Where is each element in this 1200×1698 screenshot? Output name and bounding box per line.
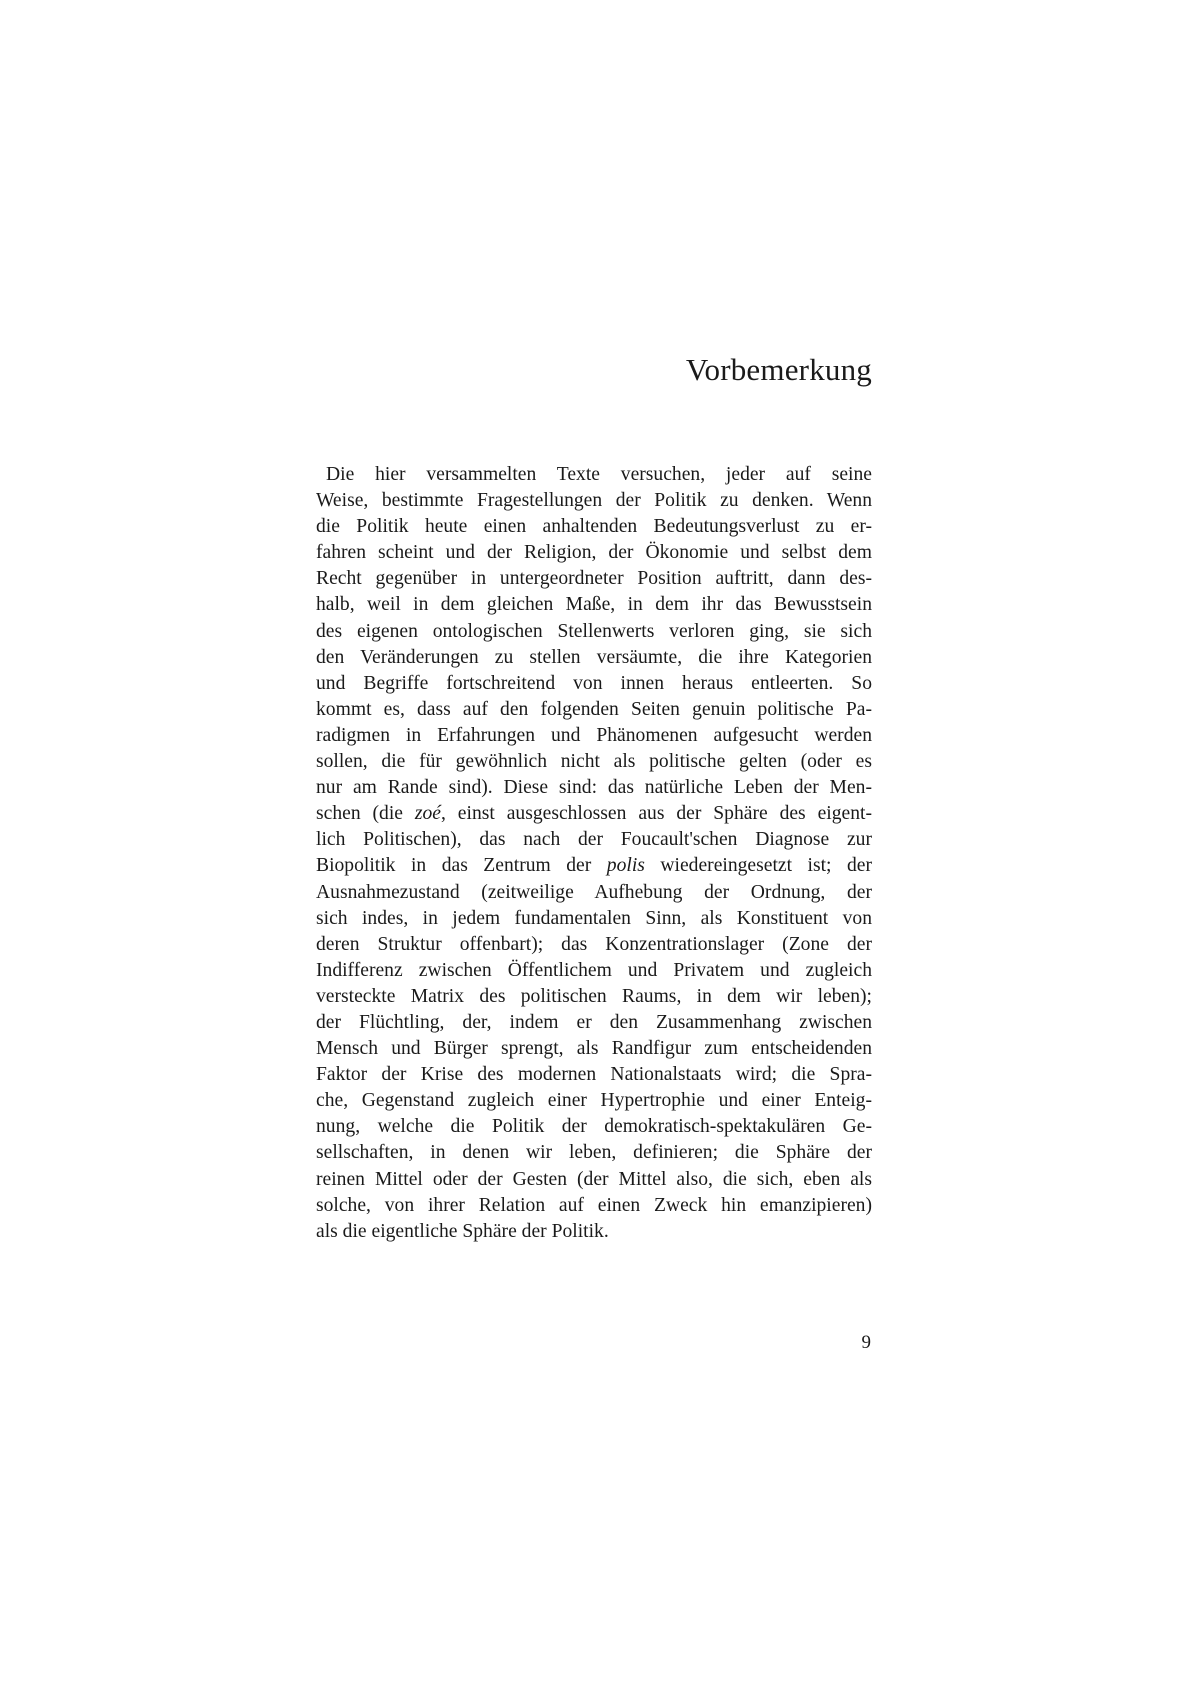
text-line: Mensch und Bürger sprengt, als Randfigur zum entscheidenden xyxy=(316,1038,872,1060)
text-line: und Begriffe fortschreitend von innen heraus entleerten. So xyxy=(316,672,872,694)
text-line: den Veränderungen zu stellen versäumte, die ihre Kategorien xyxy=(316,646,872,668)
text-line: Faktor der Krise des modernen Nationalstaats wird; die Spra- xyxy=(316,1064,872,1086)
text-line: Indifferenz zwischen Öffentlichem und Privatem und zugleich xyxy=(316,959,872,981)
text-line: Biopolitik in das Zentrum der polis wiedereingesetzt ist; der xyxy=(316,855,872,877)
italic-term: polis xyxy=(606,855,645,877)
text-line: che, Gegenstand zugleich einer Hypertrophie und einer Enteig- xyxy=(316,1090,872,1112)
text-line: sollen, die für gewöhnlich nicht als politische gelten (oder es xyxy=(316,751,872,773)
body-paragraph xyxy=(316,462,872,1245)
text-line: deren Struktur offenbart); das Konzentrationslager (Zone der xyxy=(316,933,872,955)
text-line: reinen Mittel oder der Gesten (der Mittel also, die sich, eben als xyxy=(316,1168,872,1190)
text-line: solche, von ihrer Relation auf einen Zweck hin emanzipieren) xyxy=(316,1194,872,1216)
page-heading: Vorbemerkung xyxy=(685,352,872,387)
page-number: 9 xyxy=(861,1332,871,1353)
text-line: Weise, bestimmte Fragestellungen der Politik zu denken. Wenn xyxy=(316,490,872,512)
text-line: radigmen in Erfahrungen und Phänomenen aufgesucht werden xyxy=(316,724,872,746)
text-line: Die hier versammelten Texte versuchen, jeder auf seine xyxy=(326,464,872,485)
text-line: die Politik heute einen anhaltenden Bedeutungsverlust zu er- xyxy=(316,516,872,538)
text-line: nur am Rande sind). Diese sind: das natürliche Leben der Men- xyxy=(316,777,872,799)
text-line: des eigenen ontologischen Stellenwerts verloren ging, sie sich xyxy=(316,620,872,642)
italic-term: zoé xyxy=(414,803,441,825)
text-line: kommt es, dass auf den folgenden Seiten genuin politische Pa- xyxy=(316,698,872,720)
text-line: Recht gegenüber in untergeordneter Position auftritt, dann des- xyxy=(316,568,872,590)
text-line: schen (die zoé, einst ausgeschlossen aus der Sphäre des eigent- xyxy=(316,803,872,825)
text-line: sellschaften, in denen wir leben, definieren; die Sphäre der xyxy=(316,1142,872,1164)
text-line: sich indes, in jedem fundamentalen Sinn, als Konstituent von xyxy=(316,907,872,929)
text-line: Ausnahmezustand (zeitweilige Aufhebung der Ordnung, der xyxy=(316,881,872,903)
text-line: lich Politischen), das nach der Foucault'schen Diagnose zur xyxy=(316,829,872,851)
text-line: der Flüchtling, der, indem er den Zusammenhang zwischen xyxy=(316,1011,872,1033)
text-line: versteckte Matrix des politischen Raums, in dem wir leben); xyxy=(316,985,872,1007)
text-line: als die eigentliche Sphäre der Politik. xyxy=(316,1220,609,1242)
text-line: nung, welche die Politik der demokratisch-spektakulären Ge- xyxy=(316,1116,872,1138)
text-line: halb, weil in dem gleichen Maße, in dem ihr das Bewusstsein xyxy=(316,594,872,616)
text-line: fahren scheint und der Religion, der Ökonomie und selbst dem xyxy=(316,542,872,564)
